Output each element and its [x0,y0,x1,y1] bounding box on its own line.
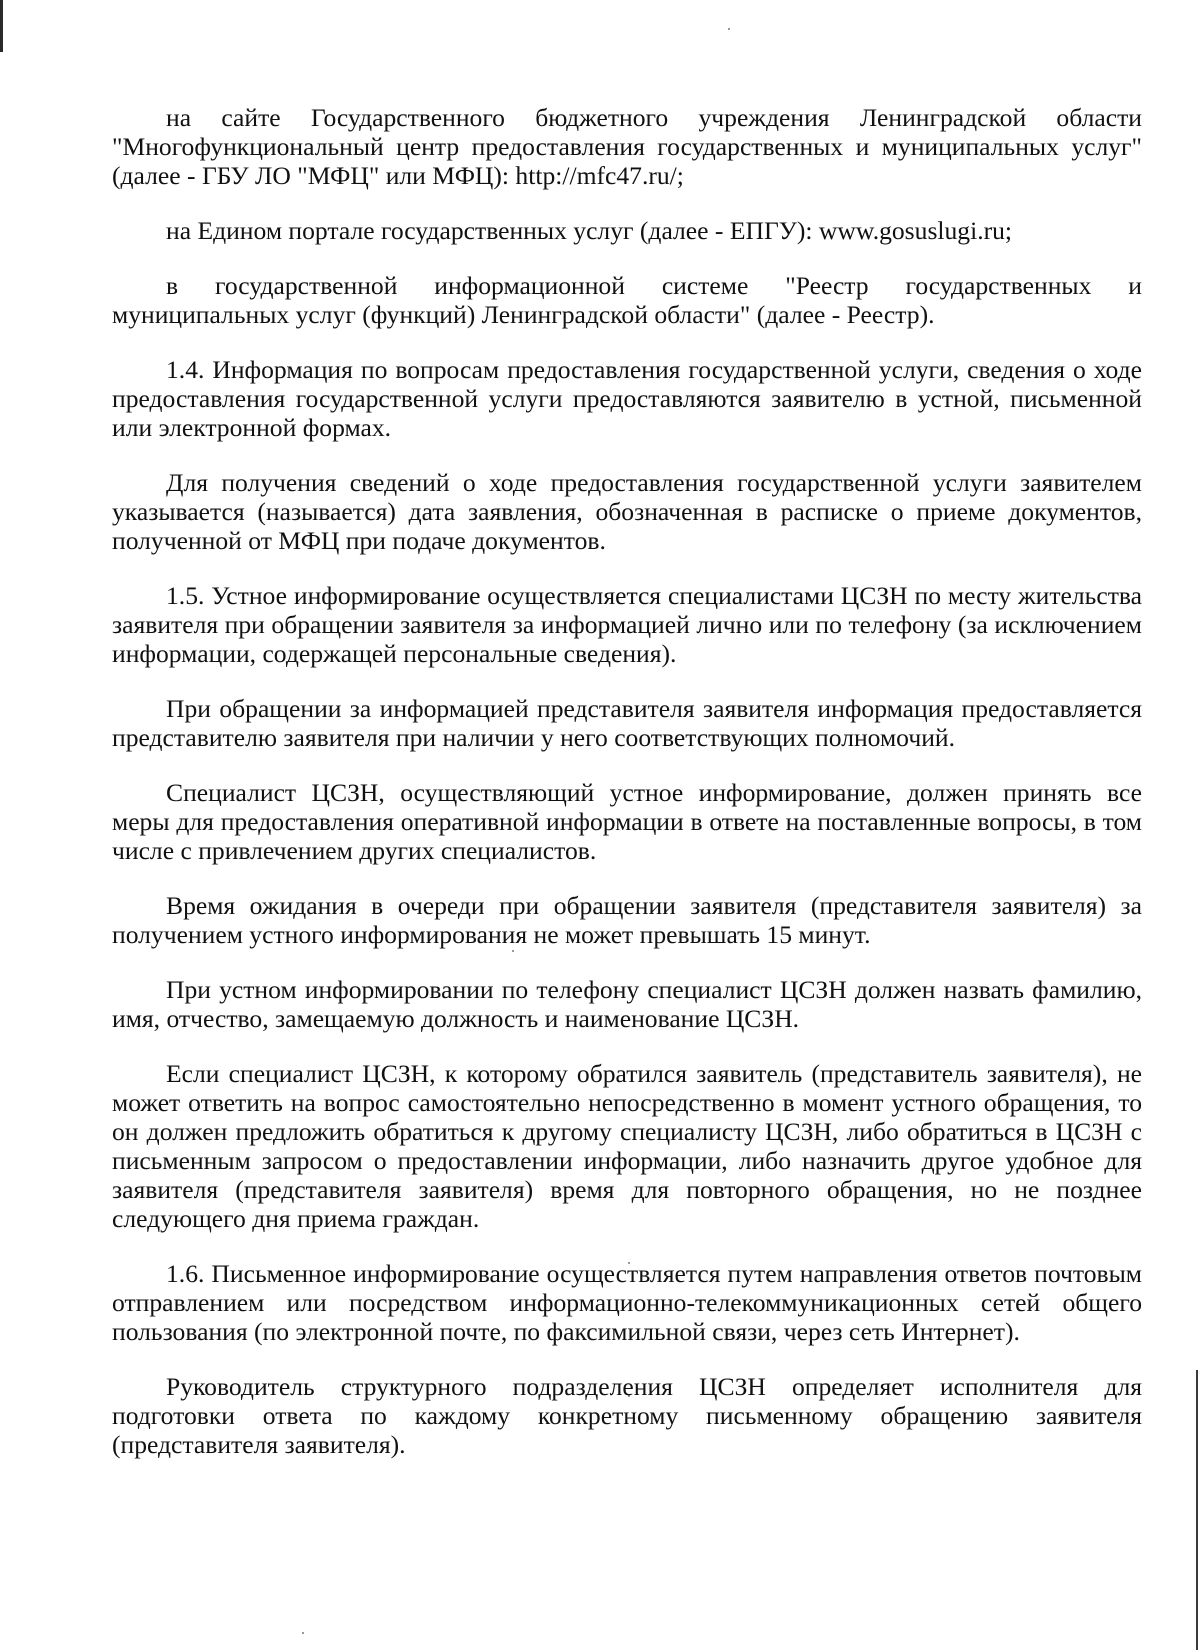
document-body [112,103,1142,1459]
paragraph-section-1-6: 1.6. Письменное информирование осуществляется путем направления ответов почтовым отправлением или посредством информационно-телекоммуникационных сетей общего пользования (по электронной почте, по факсимильной связи, через сеть Интернет). [112,1259,1142,1346]
scan-speck [728,28,730,30]
paragraph-representative: При обращении за информацией представителя заявителя информация предоставляется представителю заявителя при наличии у него соответствующих полномочий. [112,694,1142,752]
scan-edge-mark-left [0,0,3,52]
paragraph-head-assigns: Руководитель структурного подразделения ЦСЗН определяет исполнителя для подготовки ответа по каждому конкретному письменному обращению заявителя (представителя заявителя). [112,1372,1142,1459]
paragraph-specialist-duties: Специалист ЦСЗН, осуществляющий устное информирование, должен принять все меры для предоставления оперативной информации в ответе на поставленные вопросы, в том числе с привлечением других специалистов. [112,778,1142,865]
paragraph-phone-info: При устном информировании по телефону специалист ЦСЗН должен назвать фамилию, имя, отчество, замещаемую должность и наименование ЦСЗН. [112,975,1142,1033]
paragraph-section-1-4: 1.4. Информация по вопросам предоставления государственной услуги, сведения о ходе предоставления государственной услуги предоставляются заявителю в устной, письменной или электронной формах. [112,355,1142,442]
paragraph-mfc-website: на сайте Государственного бюджетного учреждения Ленинградской области "Многофункциональный центр предоставления государственных и муниципальных услуг" (далее - ГБУ ЛО "МФЦ" или МФЦ): http://mfc47.ru/; [112,103,1142,190]
paragraph-section-1-5: 1.5. Устное информирование осуществляется специалистами ЦСЗН по месту жительства заявителя при обращении заявителя за информацией лично или по телефону (за исключением информации, содержащей персональные сведения). [112,581,1142,668]
paragraph-epgu-portal: на Едином портале государственных услуг (далее - ЕПГУ): www.gosuslugi.ru; [166,216,1013,245]
paragraph-status-inquiry: Для получения сведений о ходе предоставления государственной услуги заявителем указывается (называется) дата заявления, обозначенная в расписке о приеме документов, полученной от МФЦ при подаче документов. [112,468,1142,555]
paragraph-wait-time: Время ожидания в очереди при обращении заявителя (представителя заявителя) за получением устного информирования не может превышать 15 минут. [112,891,1142,949]
paragraph-registry-system: в государственной информационной системе "Реестр государственных и муниципальных услуг (функций) Ленинградской области" (далее - Реестр). [112,271,1142,329]
paragraph-redirect: Если специалист ЦСЗН, к которому обратился заявитель (представитель заявителя), не может ответить на вопрос самостоятельно непосредственно в момент устного обращения, то он должен предложить обратиться к другому специалисту ЦСЗН, либо обратиться в ЦСЗН с письменным запросом о предоставлении информации, либо назначить другое удобное для заявителя (представителя заявителя) время для повторного обращения, но не позднее следующего дня приема граждан. [112,1059,1142,1233]
scan-edge-mark-right [1196,1370,1198,1650]
scan-speck [302,1632,304,1634]
